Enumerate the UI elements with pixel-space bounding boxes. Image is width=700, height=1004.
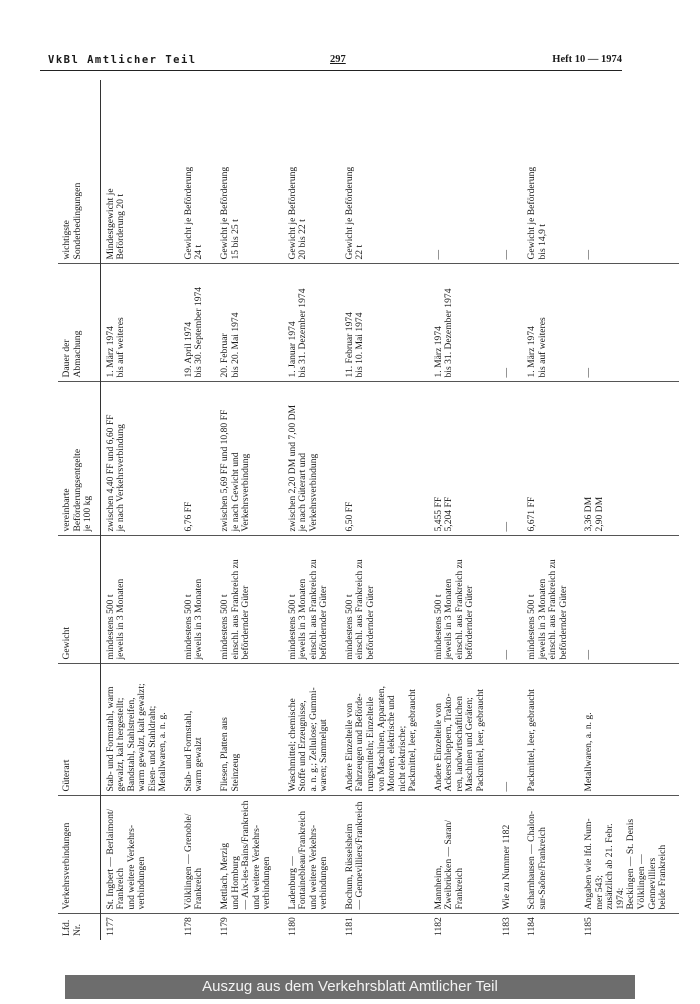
table-row xyxy=(522,80,579,940)
footer-banner: Auszug aus dem Verkehrsblatt Amtlicher Teil xyxy=(65,975,635,999)
row-number: 1183 xyxy=(497,914,523,940)
rotated-table-container xyxy=(58,80,669,940)
row-verbindung: Mettlach, Merzig und Homburg — Aix-les-Bains/Frankreich und weitere Verkehrs- verbindungen xyxy=(215,796,283,914)
row-sonderbedingungen: Gewicht je Beförderung 22 t xyxy=(343,166,366,260)
row-entgelte: zwischen 2,20 DM und 7,00 DM je nach Güterart und Verkehrsverbindung xyxy=(283,382,340,536)
table-row xyxy=(100,80,179,940)
table-header-row xyxy=(58,80,100,940)
table-row xyxy=(283,80,340,940)
row-entgelte: 5,455 FF 5,204 FF xyxy=(429,382,497,536)
table-row xyxy=(497,80,523,940)
row-gewicht: mindestens 500 t jeweils in 3 Monaten einschl. aus Frankreich zu befördernder Güter xyxy=(429,536,497,664)
row-dauer: — xyxy=(579,264,678,382)
row-gewicht: — xyxy=(579,536,678,664)
page-number: 297 xyxy=(330,54,346,65)
row-dauer: 20. Februar bis 20. Mai 1974 xyxy=(215,264,283,382)
row-dauer: 1. Januar 1974 bis 31. Dezember 1974 xyxy=(283,264,340,382)
row-gueterart: Andere Einzelteile von Ackerschleppern, Trakto- ren, landwirtschaftlichen Maschinen und Geräten; Packmittel, leer, gebraucht xyxy=(429,664,497,796)
row-gueterart: Metallwaren, a. n. g. xyxy=(579,664,678,796)
row-number: 1178 xyxy=(179,914,215,940)
table-row xyxy=(429,80,497,940)
row-number: 1182 xyxy=(429,914,497,940)
row-gueterart: Andere Einzelteile von Fahrzeugen und Beförde- rungsmitteln; Einzelteile von Maschinen, Apparaten, Motoren, elektrische und nicht elektrische; Packmittel, leer, gebraucht xyxy=(340,664,429,796)
row-gueterart: Packmittel, leer, gebraucht xyxy=(522,664,579,796)
row-gewicht: mindestens 500 t jeweils in 3 Monaten xyxy=(179,536,215,664)
row-entgelte: — xyxy=(497,382,523,536)
row-sonderbedingungen: Gewicht je Beförderung 24 t xyxy=(182,166,205,260)
row-dauer: 1. März 1974 bis 31. Dezember 1974 xyxy=(429,264,497,382)
issue-label: Heft 10 — 1974 xyxy=(552,54,622,65)
col-header-gewicht: Gewicht xyxy=(58,536,100,664)
row-verbindung: Ladenburg — Fontainebleau/Frankreich und weitere Verkehrs- verbindungen xyxy=(283,796,340,914)
table-row xyxy=(340,80,429,940)
col-header-entgelte: vereinbarte Beförderungsentgelte je 100 kg xyxy=(58,382,100,536)
row-number: 1179 xyxy=(215,914,283,940)
row-sonderbedingungen: Mindestgewicht je Beförderung 20 t xyxy=(104,188,127,260)
row-verbindung: Angaben wie lfd. Num- mer 543; zusätzlich ab 21. Febr. 1974: Beckingen — St. Denis Völklingen — Gennevilliers beide Frankreich xyxy=(579,796,678,914)
row-gueterart: — xyxy=(497,664,523,796)
col-header-sonderbedingungen: wichtigste Sonderbedingungen xyxy=(58,80,100,264)
col-header-gueterart: Güterart xyxy=(58,664,100,796)
row-gewicht: mindestens 500 t einschl. aus Frankreich zu befördernder Güter xyxy=(215,536,283,664)
table-row xyxy=(179,80,215,940)
row-entgelte: zwischen 5,69 FF und 10,80 FF je nach Gewicht und Verkehrsverbindung xyxy=(215,382,283,536)
row-verbindung: Bochum, Rüsselsheim — Gennevilliers/Frankreich xyxy=(340,796,429,914)
row-number: 1177 xyxy=(100,914,179,940)
col-header-verbindungen: Verkehrsverbindungen xyxy=(58,796,100,914)
row-gewicht: mindestens 500 t einschl. aus Frankreich zu befördernder Güter xyxy=(340,536,429,664)
row-verbindung: Völklingen — Grenoble/ Frankreich xyxy=(179,796,215,914)
row-number: 1181 xyxy=(340,914,429,940)
row-entgelte: 3,36 DM 2,90 DM xyxy=(579,382,678,536)
col-header-nr: Lfd. Nr. xyxy=(58,914,100,940)
row-number: 1180 xyxy=(283,914,340,940)
row-dauer: 1. März 1974 bis auf weiteres xyxy=(100,264,179,382)
row-gueterart: Fliesen, Platten aus Steinzeug xyxy=(215,664,283,796)
journal-title: VkBl Amtlicher Teil xyxy=(48,54,197,66)
row-sonderbedingungen: Gewicht je Beförderung 15 bis 25 t xyxy=(219,166,241,260)
col-header-dauer: Dauer der Abmachung xyxy=(58,264,100,382)
row-sonderbedingungen: — xyxy=(432,249,444,260)
row-verbindung: Mannheim, Zweibrücken — Saran/ Frankreich xyxy=(429,796,497,914)
row-dauer: 11. Februar 1974 bis 10. Mai 1974 xyxy=(340,264,429,382)
header-rule xyxy=(40,70,622,71)
row-number: 1185 xyxy=(579,914,678,940)
row-entgelte: 6,671 FF xyxy=(522,382,579,536)
row-dauer: 19. April 1974 bis 30. September 1974 xyxy=(179,264,215,382)
row-number: 1184 xyxy=(522,914,579,940)
row-entgelte: zwischen 4,40 FF und 6,60 FF je nach Verkehrsverbindung xyxy=(100,382,179,536)
row-verbindung: Wie zu Nummer 1182 xyxy=(497,796,523,914)
table-row xyxy=(215,80,283,940)
row-gueterart: Waschmittel; chemische Stoffe und Erzeugnisse, a. n. g.; Zellulose; Gummi- waren; Sammelgut xyxy=(283,664,340,796)
table-body xyxy=(100,80,678,940)
row-gewicht: — xyxy=(497,536,523,664)
row-gueterart: Stab- und Formstahl, warm gewalzt, kalt hergestellt; Bandstahl, Stahlstreifen, warm gewalzt, kalt gewalzt; Eisen- und Stahldraht; Metallwaren, a. n. g. xyxy=(100,664,179,796)
row-gewicht: mindestens 500 t jeweils in 3 Monaten xyxy=(100,536,179,664)
row-dauer: — xyxy=(497,264,523,382)
row-verbindung: Scharnhausen — Chalon- sur-Saône/Frankreich xyxy=(522,796,579,914)
row-sonderbedingungen: — xyxy=(583,249,595,260)
row-entgelte: 6,50 FF xyxy=(340,382,429,536)
row-sonderbedingungen: Gewicht je Beförderung 20 bis 22 t xyxy=(286,166,309,260)
row-sonderbedingungen: Gewicht je Beförderung bis 14,9 t xyxy=(526,166,548,260)
row-sonderbedingungen: — xyxy=(500,249,512,260)
row-dauer: 1. März 1974 bis auf weiteres xyxy=(522,264,579,382)
row-verbindung: St. Ingbert — Berlaimont/ Frankreich und weitere Verkehrs- verbindungen xyxy=(100,796,179,914)
table-row xyxy=(579,80,678,940)
row-gewicht: mindestens 500 t jeweils in 3 Monaten einschl. aus Frankreich zu befördernder Güter xyxy=(522,536,579,664)
row-gewicht: mindestens 500 t jeweils in 3 Monaten einschl. aus Frankreich zu befördernder Güter xyxy=(283,536,340,664)
transport-agreements-table xyxy=(58,80,679,940)
row-gueterart: Stab- und Formstahl, warm gewalzt xyxy=(179,664,215,796)
row-entgelte: 6,76 FF xyxy=(179,382,215,536)
